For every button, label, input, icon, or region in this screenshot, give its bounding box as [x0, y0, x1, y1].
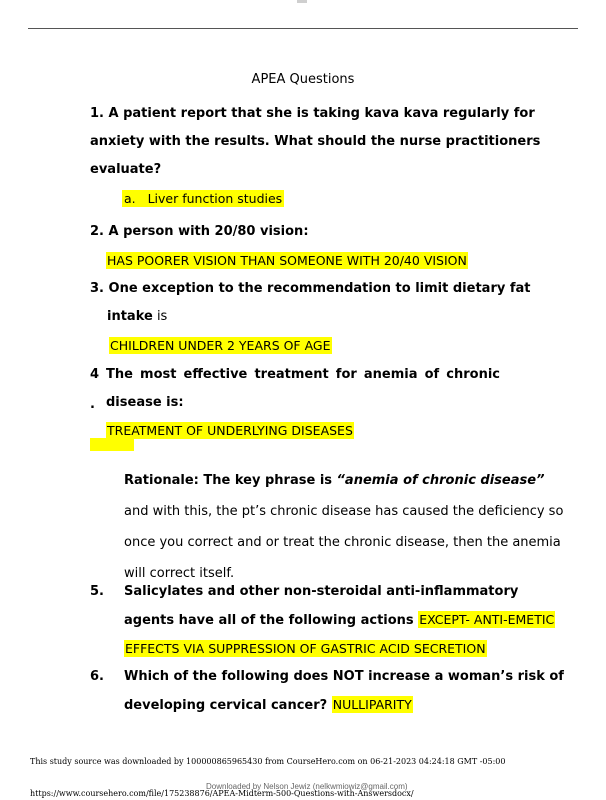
question-text: Which of the following does NOT increase a woman’s risk of — [124, 669, 564, 684]
rationale-text: and with this, the pt’s chronic disease has caused the deficiency so — [124, 504, 564, 519]
answer-text: NULLIPARITY — [332, 697, 412, 712]
question-number: 5. — [90, 584, 104, 599]
question-text: A patient report that she is taking kava kava regularly for — [108, 106, 535, 121]
highlight-mark — [90, 438, 134, 451]
question-text: agents have all of the following actions — [124, 613, 419, 628]
answer-3 — [109, 338, 332, 353]
question-number: . — [90, 397, 95, 412]
answer-text: TREATMENT OF UNDERLYING DISEASES — [107, 423, 353, 438]
question-6 — [124, 663, 564, 720]
page-title: APEA Questions — [251, 72, 355, 87]
header-rule — [28, 28, 578, 29]
answer-1 — [122, 191, 284, 206]
question-text: intake — [107, 309, 153, 324]
answer-text: HAS POORER VISION THAN SOMEONE WITH 20/40 VISION — [107, 253, 467, 268]
question-text: is — [152, 309, 168, 324]
question-number: 3. — [90, 281, 104, 296]
question-3 — [90, 275, 560, 331]
question-text: evaluate? — [90, 162, 162, 177]
question-1 — [90, 100, 560, 184]
answer-text: Liver function studies — [147, 191, 283, 206]
question-5 — [124, 578, 564, 664]
question-text: disease is: — [106, 395, 184, 410]
question-text: The most effective treatment for anemia of chronic — [106, 367, 500, 382]
answer-2 — [106, 253, 468, 268]
answer-text: CHILDREN UNDER 2 YEARS OF AGE — [110, 338, 331, 353]
question-text: Salicylates and other non-steroidal anti-inflammatory — [124, 584, 519, 599]
rationale-text: will correct itself. — [124, 566, 235, 581]
top-mark — [297, 0, 307, 3]
answer-4 — [106, 423, 354, 438]
footer-url[interactable]: https://www.coursehero.com/file/175238876/APEA-Midterm-500-Questions-with-Answersdocx/ — [30, 789, 414, 798]
question-text: One exception to the recommendation to limit dietary fat — [108, 281, 531, 296]
question-2 — [90, 218, 309, 246]
rationale — [124, 465, 564, 589]
question-number: 1. — [90, 106, 104, 121]
rationale-text: once you correct and or treat the chronic disease, then the anemia — [124, 535, 561, 550]
answer-prefix: a. — [124, 191, 136, 206]
rationale-phrase: “anemia of chronic disease” — [336, 473, 545, 488]
question-number: 4 — [90, 367, 100, 382]
question-number: 2. — [90, 224, 104, 239]
question-number: 6. — [90, 669, 104, 684]
question-text: developing cervical cancer? — [124, 698, 332, 713]
footer-downloaded-by: Downloaded by Nelson Jewiz (nelkwmiowiz@gmail.com) — [206, 782, 408, 791]
footer-source: This study source was downloaded by 100000865965430 from CourseHero.com on 06-21-2023 04:24:18 GMT -05:00 — [30, 757, 506, 766]
question-4 — [106, 361, 500, 389]
question-text: anxiety with the results. What should the nurse practitioners — [90, 134, 541, 149]
answer-text: EXCEPT- ANTI-EMETIC — [419, 612, 555, 627]
question-text: A person with 20/80 vision: — [108, 224, 309, 239]
answer-text: EFFECTS VIA SUPPRESSION OF GASTRIC ACID SECRETION — [125, 641, 486, 656]
rationale-lead: Rationale: The key phrase is — [124, 473, 337, 488]
